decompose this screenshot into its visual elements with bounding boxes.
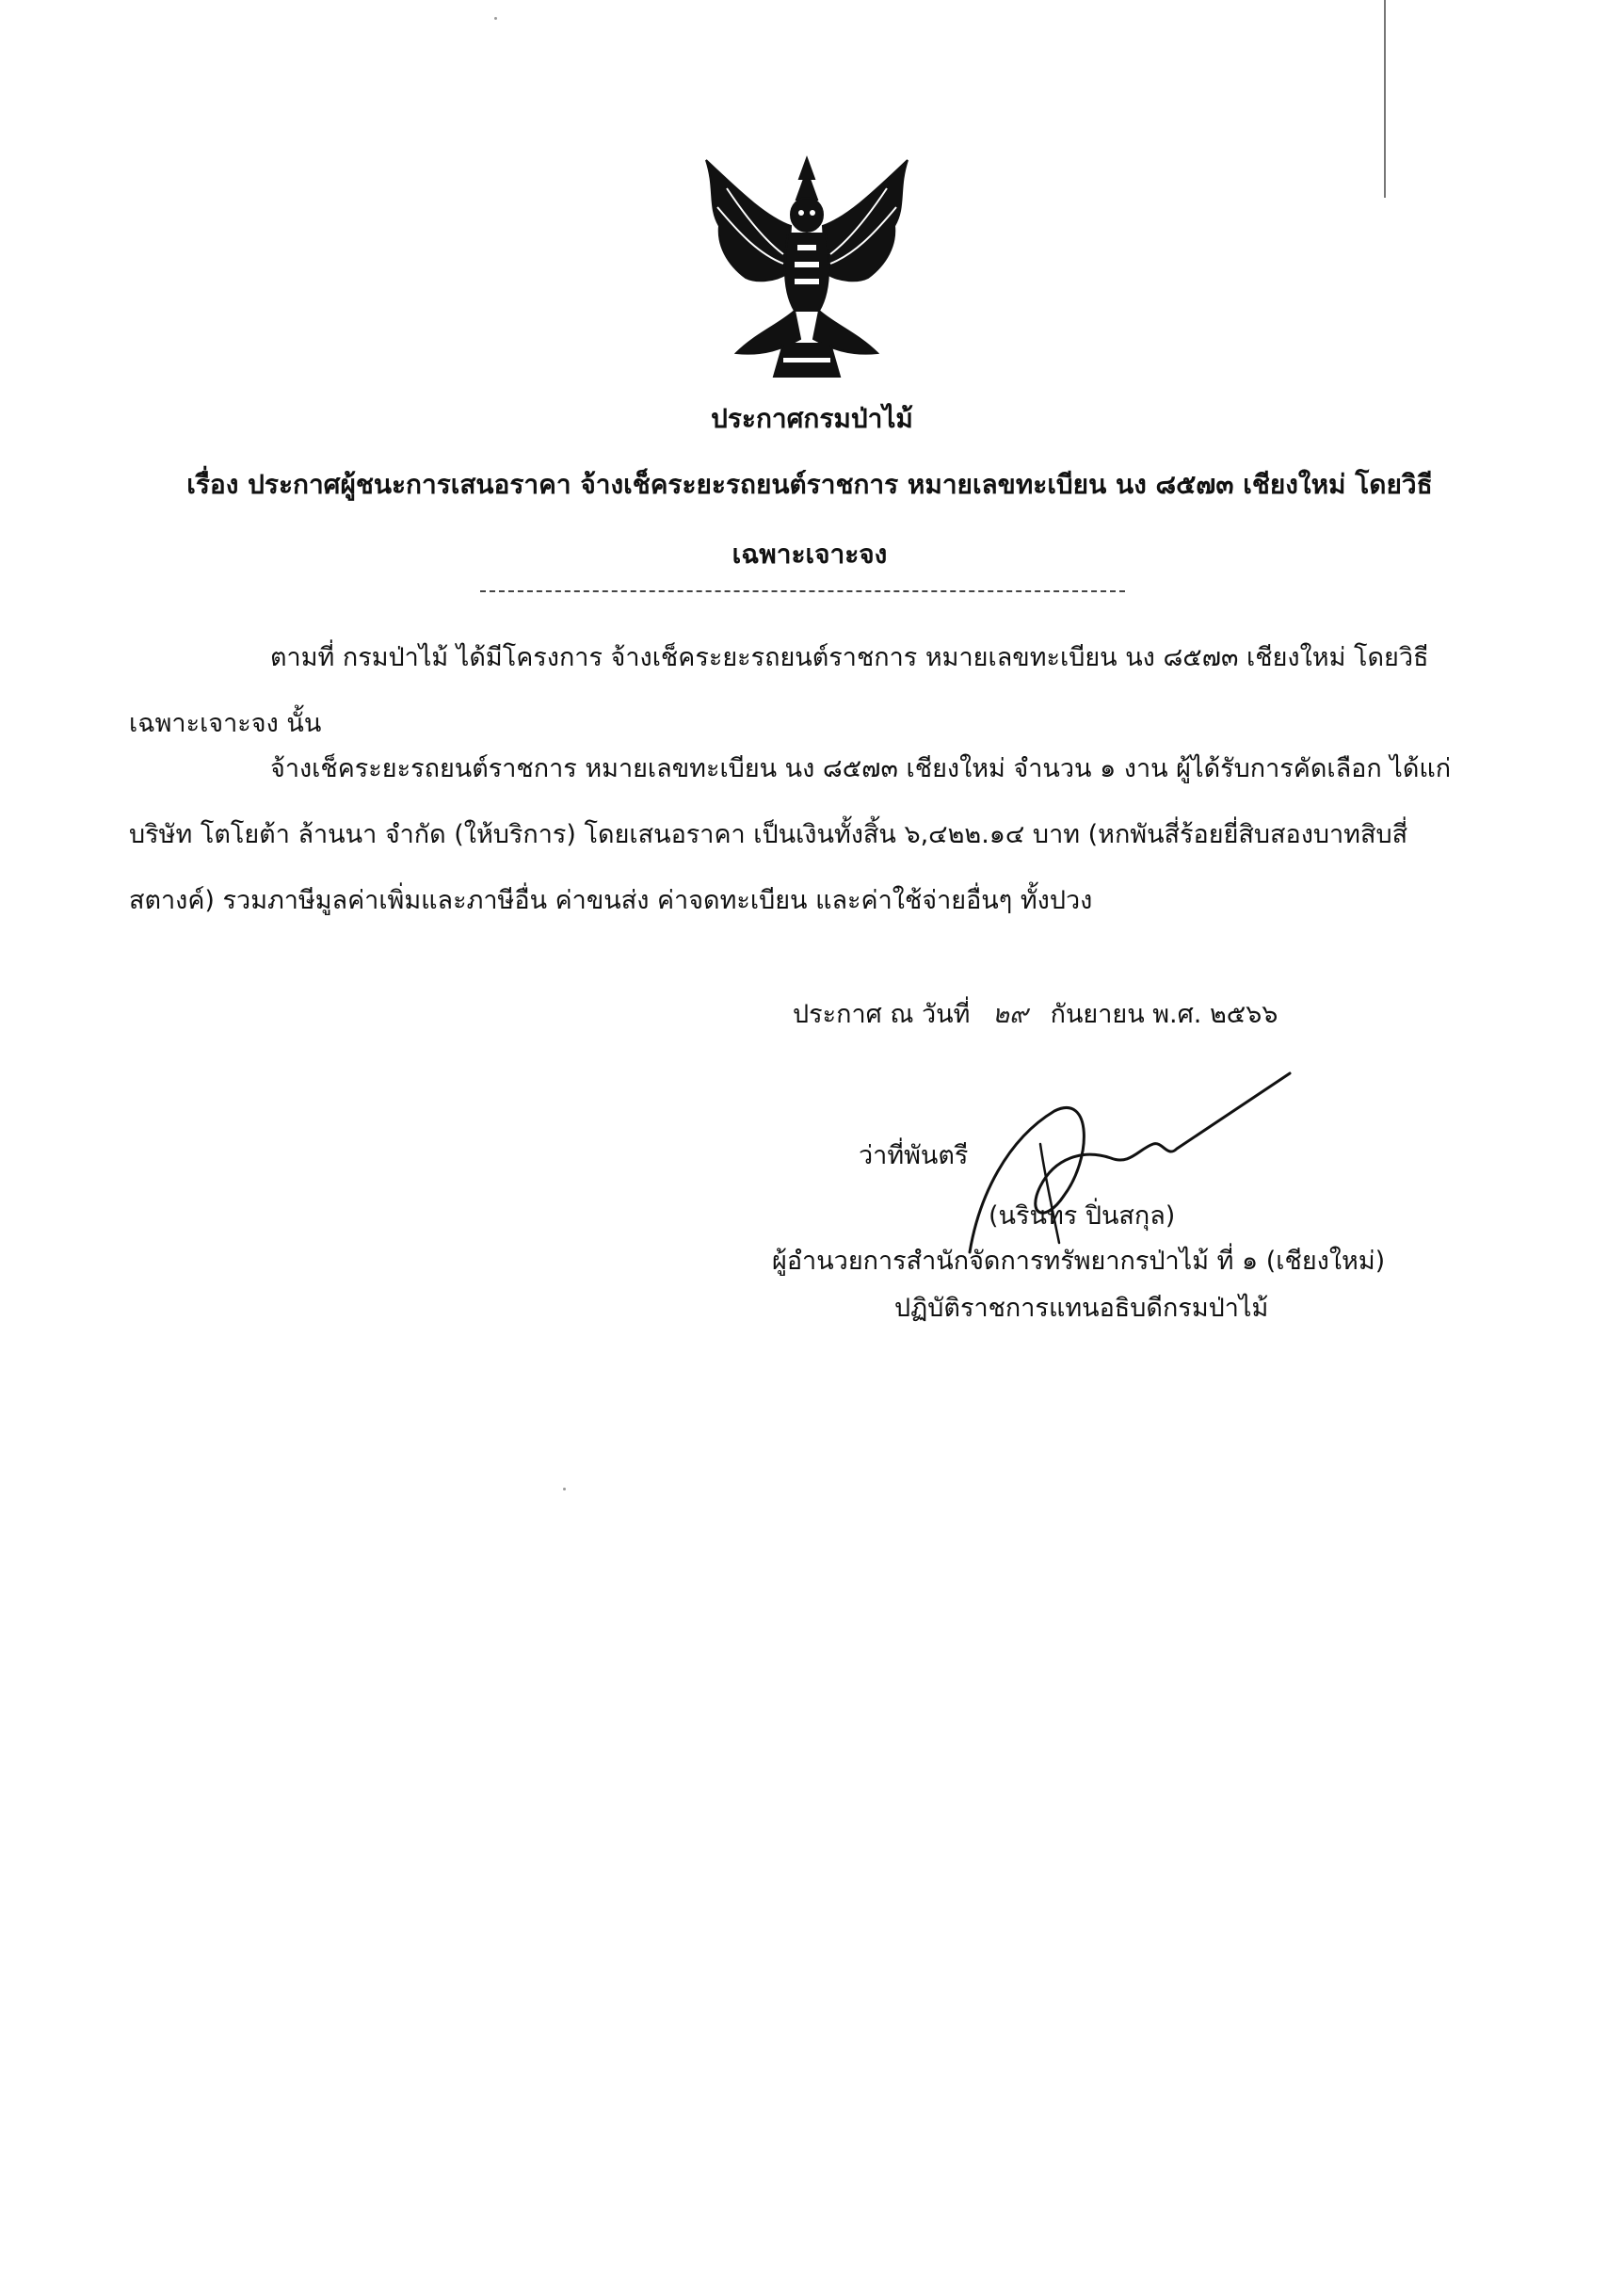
date-day-handwritten: ๒๙	[992, 1000, 1028, 1029]
document-subject	[132, 450, 1487, 589]
announcement-date	[793, 987, 1278, 1043]
date-month-year: กันยายน พ.ศ. ๒๕๖๖	[1050, 1000, 1278, 1029]
signatory-rank: ว่าที่พันตรี	[859, 1141, 969, 1170]
body-paragraph-2: จ้างเช็คระยะรถยนต์ราชการ หมายเลขทะเบียน นง ๘๕๗๓ เชียงใหม่ จำนวน ๑ งาน ผู้ได้รับการคัดเลือก ได้แก่ บริษัท โตโยต้า ล้านนา จำกัด (ให้บริการ) โดยเสนอราคา เป็นเงินทั้งสิ้น ๖,๔๒๒.๑๔ บาท (หกพันสี่ร้อยยี่สิบสองบาทสิบสี่สตางค์) รวมภาษีมูลค่าเพิ่มและภาษีอื่น ค่าขนส่ง ค่าจดทะเบียน และค่าใช้จ่ายอื่นๆ ทั้งปวง	[129, 754, 1452, 915]
scan-speck	[563, 1488, 566, 1490]
signatory-position: ผู้อำนวยการสำนักจัดการทรัพยากรป่าไม้ ที่ ๑ (เชียงใหม่)	[772, 1247, 1386, 1276]
date-prefix: ประกาศ ณ วันที่	[793, 1000, 971, 1029]
scan-edge-line	[1384, 0, 1386, 198]
section-divider	[480, 590, 1125, 592]
garuda-emblem-icon	[689, 151, 925, 386]
body-paragraph-1: ตามที่ กรมป่าไม้ ได้มีโครงการ จ้างเช็คระยะรถยนต์ราชการ หมายเลขทะเบียน นง ๘๕๗๓ เชียงใหม่ โดยวิธีเฉพาะเจาะจง นั้น	[129, 643, 1429, 738]
scan-speck	[494, 17, 497, 20]
subject-line-2: เฉพาะเจาะจง	[732, 539, 888, 570]
document-title: ประกาศกรมป่าไม้	[711, 403, 913, 434]
signatory-name: (นรินทร ปิ่นสกุล)	[989, 1201, 1176, 1231]
signatory-acting-on-behalf: ปฏิบัติราชการแทนอธิบดีกรมป่าไม้	[894, 1294, 1269, 1323]
subject-line-1: เรื่อง ประกาศผู้ชนะการเสนอราคา จ้างเช็คระยะรถยนต์ราชการ หมายเลขทะเบียน นง ๘๕๗๓ เชียงใหม่ โดยวิธี	[186, 469, 1433, 500]
